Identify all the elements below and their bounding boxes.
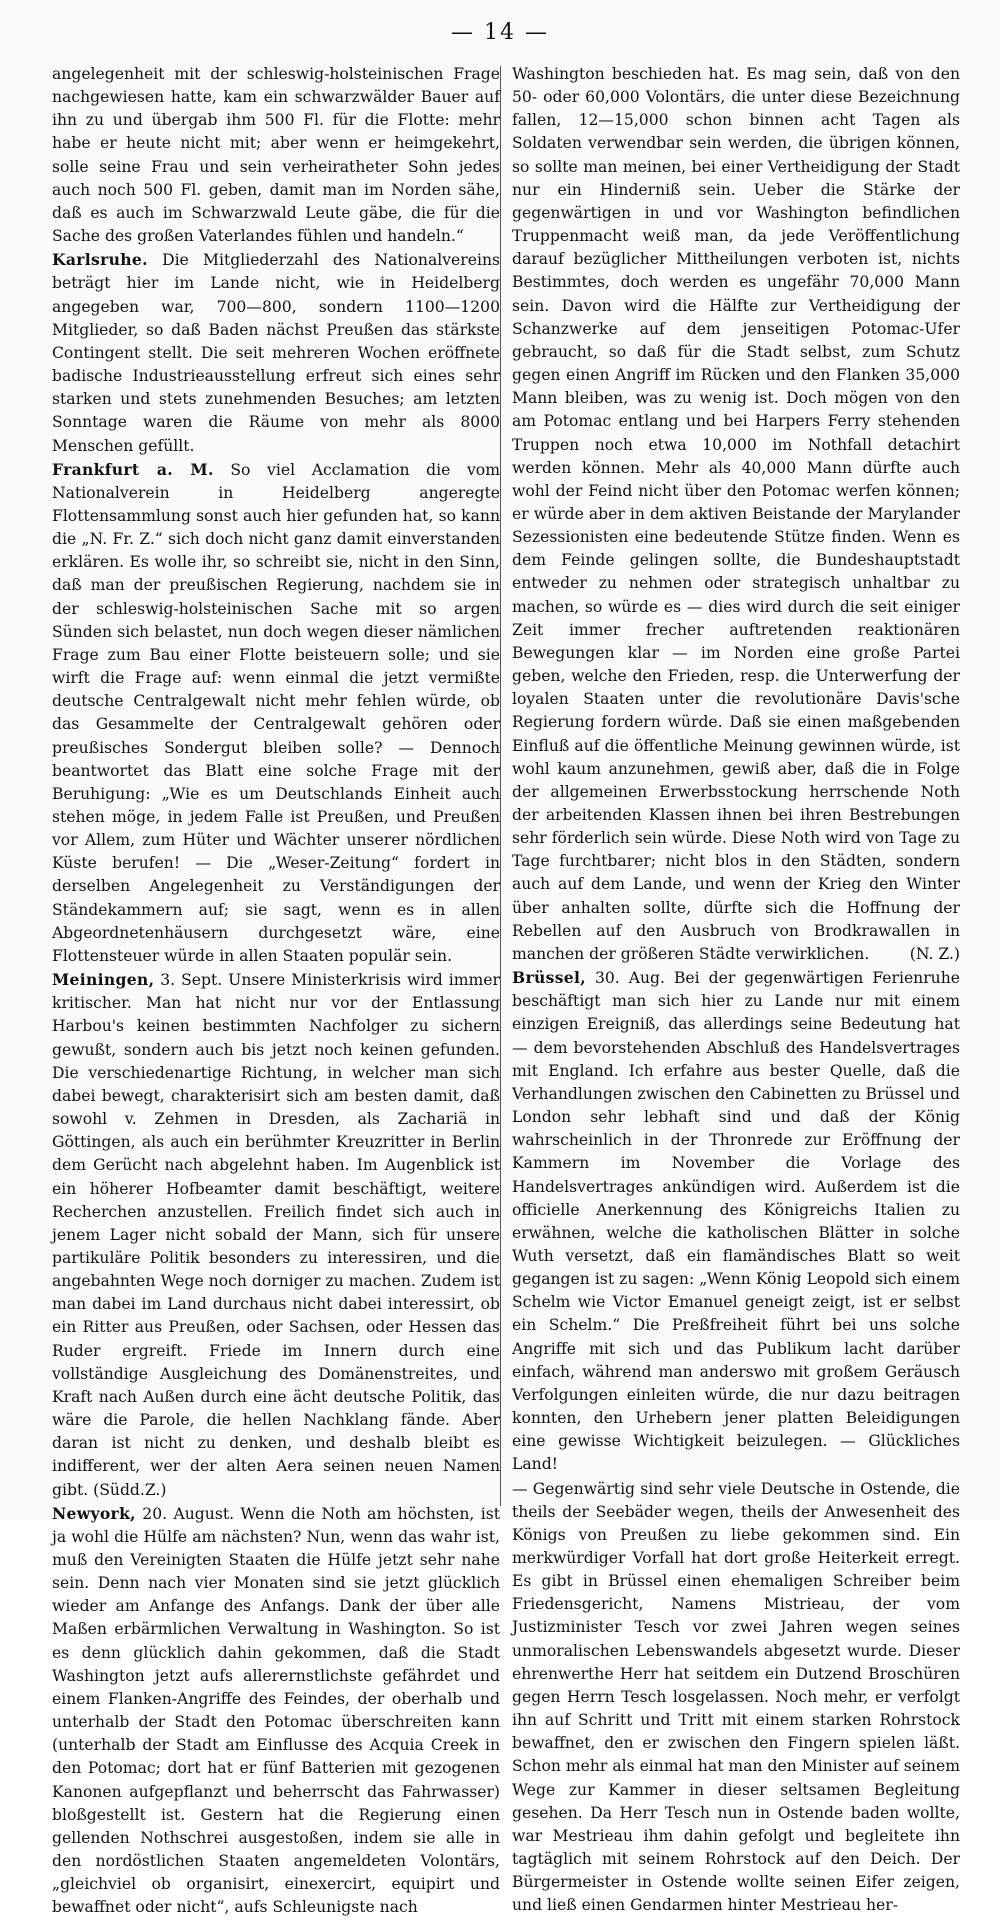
article-text: — Gegenwärtig sind sehr viele Deutsche in Ostende, die theils der Seebäder wegen, theils der Anwesenheit des Königs von Preußen zu liebe gekommen sind. Ein merkwürdiger Vorfall hat dort große Heiterkeit erregt. Es gibt in Brüssel einen ehemaligen Schreiber beim Friedensgericht, Namens Mistrieau, der vom Justizminister Tesch vor zwei Jahren wegen seines unmoralischen Lebenswandels abgesetzt wurde. Dieser ehrenwerthe Herr hat seitdem ein Dutzend Broschüren gegen Herrn Tesch losgelassen. Noch mehr, er verfolgt ihn auf Schritt und Tritt mit einem starken Rohrstock bewaffnet, den er zwischen den Fingern spielen läßt. Schon mehr als einmal hat man den Minister auf seinem Wege zur Kammer in dieser seltsamen Begleitung gesehen. Da Herr Tesch nun in Ostende baden wollte, war Mestrieau ihm dahin gefolgt und begleitete ihn tagtäglich mit seinem Rohrstock auf den Deich. Der Bürgermeister in Ostende wollte seinen Eifer zeigen, und ließ einen Gendarmen hinter Mestrieau her- xyxy=(512,1479,960,1915)
article-text: Washington beschieden hat. Es mag sein, daß von den 50- oder 60,000 Volontärs, die unter diese Bezeichnung fallen, 12—15,000 schon binnen acht Tagen als Soldaten verwendbar sein werden, die übrigen können, so sollte man meinen, bei einer Vertheidigung der Stadt nur ein Hinderniß sein. Ueber die Stärke der gegenwärtigen in und vor Washington befindlichen Truppenmacht weiß man, da jede Veröffentlichung darauf bezüglicher Mittheilungen verboten ist, nichts Bestimmtes, doch werden es ungefähr 70,000 Mann sein. Davon wird die Hälfte zur Vertheidigung der Schanzwerke auf dem jenseitigen Potomac-Ufer gebraucht, so daß für die Stadt selbst, zum Schutz gegen einen Angriff im Rücken und den Flanken 35,000 Mann bleiben, was zu wenig ist. Doch mögen von den am Potomac entlang und bei Harpers Ferry stehenden Truppen noch etwa 10,000 im Nothfall detachirt werden können. Mehr als 40,000 Mann dürfte auch wohl der Feind nicht über den Potomac werfen können; er würde aber in dem aktiven Beistande der Marylander Sezessionisten eine bedeutende Stütze finden. Wenn es dem Feinde gelingen sollte, die Bundeshauptstadt entweder zu nehmen oder strategisch unhaltbar zu machen, so würde es — dies wird durch die seit einiger Zeit immer frecher auftretenden reaktionären Bewegungen klar — im Norden eine große Partei geben, welche den Frieden, resp. die Unterwerfung der loyalen Staaten unter die revolutionäre Davis'sche Regierung fordern würde. Daß sie einen maßgebenden Einfluß auf die öffentliche Meinung gewinnen würde, ist wohl kaum anzunehmen, gewiß aber, daß die in Folge der allgemeinen Erwerbsstockung herrschende Noth der arbeitenden Klassen ihnen bei ihren Bestrebungen sehr förderlich sein würde. Diese Noth wird von Tage zu Tage furchtbarer; nicht blos in den Städten, sondern auch auf dem Lande, und wenn der Krieg den Winter über anhalten sollte, dürfte sich die Hoffnung der Rebellen auf den Ausbruch von Brodkrawallen in manchen der größeren Städte verwirklichen. xyxy=(512,65,960,963)
article-dateline: Karlsruhe. xyxy=(52,250,148,270)
article-paragraph xyxy=(52,62,500,248)
article-dateline: Frankfurt a. M. xyxy=(52,459,214,479)
left-column xyxy=(52,62,500,1917)
article-paragraph xyxy=(512,62,960,966)
article-paragraph xyxy=(512,966,960,1476)
article-text: 20. August. Wenn die Noth am höchsten, ist ja wohl die Hülfe am nächsten? Nun, wenn das wahr ist, muß den Vereinigten Staaten die Hülfe jetzt sehr nahe sein. Denn nach vier Monaten sind sie jetzt glücklich wieder am Anfange des Anfangs. Dank der über alle Maßen erbärmlichen Verwaltung in Washington. So ist es denn glücklich dahin gekommen, daß die Stadt Washington jetzt aufs allerernstlichste gefährdet und einem Flanken-Angriffe des Feindes, der oberhalb und unterhalb der Stadt den Potomac überschreiten kann (unterhalb der Stadt am Einflusse des Acquia Creek in den Potomac; dort hat er fünf Batterien mit gezogenen Kanonen aufgepflanzt und beherrscht das Fahrwasser) bloßgestellt ist. Gestern hat die Regierung einen gellenden Nothschrei ausgestoßen, indem sie alle in den nordöstlichen Staaten angemeldeten Volontärs, „gleichviel ob organisirt, einexercirt, equipirt und bewaffnet oder nicht“, aufs Schleunigste nach xyxy=(52,1504,500,1917)
article-text: Die Mitgliederzahl des Nationalvereins beträgt hier im Lande nicht, wie in Heidelberg angegeben war, 700—800, sondern 1100—1200 Mitglieder, so daß Baden nächst Preußen das stärkste Contingent stellt. Die seit mehreren Wochen eröffnete badische Industrieausstellung erfreut sich eines sehr starken und stets zunehmenden Besuches; am letzten Sonntage waren die Räume von mehr als 8000 Menschen gefüllt. xyxy=(52,251,500,455)
article-source: (N. Z.) xyxy=(909,944,960,963)
article-text: angelegenheit mit der schleswig-holsteinischen Frage nachgewiesen hatte, kam ein schwarzwälder Bauer auf ihn zu und übergab ihm 500 Fl. für die Flotte: mehr habe er heute nicht mit; aber wenn er heimgekehrt, solle seine Frau und sein verheiratheter Sohn jedes auch noch 500 Fl. geben, damit man im Norden sähe, daß es auch im Schwarzwald Leute gäbe, die für die Sache des großen Vaterlandes fühlen und handeln.“ xyxy=(52,65,500,246)
article-paragraph xyxy=(52,968,500,1502)
article-paragraph xyxy=(52,248,500,457)
article-text: So viel Acclamation die vom Nationalverein in Heidelberg angeregte Flottensammlung sonst auch hier gefunden hat, so kann die „N. Fr. Z.“ sich doch nicht ganz damit einverstanden erklären. Es wolle ihr, so schreibt sie, nicht in den Sinn, daß man der preußischen Regierung, nachdem sie in der schleswig-holsteinischen Sache mit so argen Sünden sich belastet, nun doch wegen dieser nämlichen Frage zum Bau einer Flotte beisteuern solle; und sie wirft die Frage auf: wenn einmal die jetzt vermißte deutsche Centralgewalt nicht mehr fehlen würde, ob das Gesammelte der Centralgewalt gehören oder preußisches Sondergut bleiben solle? — Dennoch beantwortet das Blatt eine solche Frage mit der Beruhigung: „Wie es um Deutschlands Einheit auch stehen möge, in jedem Falle ist Preußen, und Preußen vor Allem, zum Hüter und Wächter unserer nördlichen Küste berufen! — Die „Weser-Zeitung“ fordert in derselben Angelegenheit zu Verständigungen der Ständekammern auf; sie sagt, wenn es in allen Abgeordnetenhäusern durchgesetzt wäre, eine Flottensteuer würde in allen Staaten populär sein. xyxy=(52,460,500,965)
article-dateline: Newyork, xyxy=(52,1503,136,1523)
article-dateline: Brüssel, xyxy=(512,968,586,988)
article-paragraph xyxy=(52,458,500,968)
right-column xyxy=(512,62,960,1915)
article-text: 3. Sept. Unsere Ministerkrisis wird immer kritischer. Man hat nicht nur vor der Entlassung Harbou's keinen bestimmten Nachfolger zu sichern gewußt, sondern auch bis jetzt noch keinen gefunden. Die verschiedenartige Richtung, in welcher man sich dabei bewegt, charakterisirt sich am besten damit, daß sowohl v. Zehmen in Dresden, als Zachariä in Göttingen, als auch ein berühmter Kreuzritter in Berlin dem Gerücht nach abgelehnt haben. Im Augenblick ist ein höherer Hofbeamter damit beschäftigt, weitere Recherchen anzustellen. Freilich findet sich auch in jenem Lager nicht sobald der Mann, sich für unsere partikuläre Politik besonders zu interessiren, und die angebahnten Wege noch dorniger zu machen. Zudem ist man dabei im Land durchaus nicht dabei interessirt, ob ein Ritter aus Preußen, oder Sachsen, oder Hessen das Ruder ergreift. Friede im Innern durch eine vollständige Ausgleichung des Domänenstreites, und Kraft nach Außen durch eine ächt deutsche Politik, das wäre die Parole, die hellen Nachklang fände. Aber daran ist nicht zu denken, und deshalb bleibt es indifferent, wer der alten Aera seinen neuen Namen gibt. (Südd.Z.) xyxy=(52,971,500,1499)
article-text: 30. Aug. Bei der gegenwärtigen Ferienruhe beschäftigt man sich hier zu Lande nur mit einem einzigen Ereigniß, das allerdings seine Bedeutung hat — dem bevorstehenden Abschluß des Handelsvertrages mit England. Ich erfahre aus bester Quelle, daß die Verhandlungen zwischen den Cabinetten zu Brüssel und London sehr lebhaft sind und daß der König wahrscheinlich in der Thronrede zur Eröffnung der Kammern im November die Vorlage des Handelsvertrages ankündigen wird. Außerdem ist die officielle Anerkennung des Königreichs Italien zu erwähnen, welche die katholischen Blätter in solche Wuth versetzt, daß ein flamändisches Blatt so weit gegangen ist zu sagen: „Wenn König Leopold sich einem Schelm wie Victor Emanuel geneigt zeigt, ist er selbst ein Schelm.“ Die Preßfreiheit führt bei uns solche Angriffe mit sich und das Publikum lacht darüber einfach, während man anderswo mit großem Geräusch Verfolgungen einleiten würde, die nur dazu beitragen konnten, den Urhebern jener platten Beleidigungen eine gewisse Wichtigkeit beizulegen. — Glückliches Land! xyxy=(512,969,960,1474)
article-dateline: Meiningen, xyxy=(52,970,155,990)
page-number: — 14 — xyxy=(451,20,549,45)
article-paragraph xyxy=(52,1502,500,1920)
column-divider xyxy=(500,66,501,1506)
article-paragraph xyxy=(512,1477,960,1918)
